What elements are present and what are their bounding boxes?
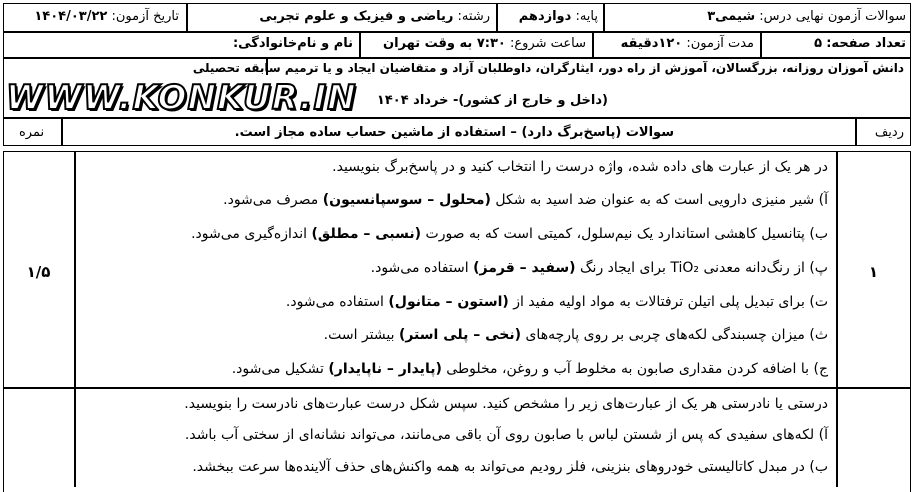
row-label: ردیف bbox=[874, 125, 904, 140]
exam-scope: (داخل و خارج از کشور)- خرداد ۱۴۰۴ bbox=[376, 93, 608, 108]
course-title: سوالات آزمون نهایی درس: شیمی۳ bbox=[707, 9, 906, 24]
question-2-item-a: آ) لکه‌های سفیدی که پس از شستن لباس با صابون روی آن باقی می‌مانند، می‌تواند نشانه‌ای از سختی آب باشد. bbox=[184, 427, 828, 443]
question-1-prompt: در هر یک از عبارت های داده شده، واژه درست را انتخاب کنید و در پاسخ‌برگ بنویسید. bbox=[332, 159, 828, 175]
exam-duration: مدت آزمون: ۱۲۰دقیقه bbox=[620, 36, 754, 51]
audience-note: دانش آموزان روزانه، بزرگسالان، آموزش از راه دور، ایثارگران، داوطلبان آزاد و متقاضیان ایجاد و یا ترمیم سابقه تحصیلی bbox=[192, 61, 904, 75]
question-1-item-t: ت) برای تبدیل پلی اتیلن ترفتالات به مواد اولیه مفید از (استون – متانول) استفاده می‌شود. bbox=[285, 294, 828, 310]
question-2-prompt: درستی یا نادرستی هر یک از عبارت‌های زیر را مشخص کنید. سپس شکل درست عبارت‌های نادرست را بنویسید. bbox=[184, 396, 828, 412]
question-2-item-b: ب) در مبدل کاتالیستی خودروهای بنزینی، فلز رودیم می‌تواند به همه واکنش‌های حذف آلاینده‌ها سرعت ببخشد. bbox=[192, 459, 828, 475]
question-1-item-j: ج) با اضافه کردن مقداری صابون به مخلوط آب و روغن، مخلوطی (پایدار – ناپایدار) تشکیل می‌شود. bbox=[231, 361, 828, 377]
score-label: نمره bbox=[19, 125, 45, 140]
question-score-1: ۱/۵ bbox=[26, 263, 51, 281]
exam-date: تاریخ آزمون: ۱۴۰۴/۰۳/۲۲ bbox=[34, 9, 179, 24]
question-1-item-a: آ) شیر منیزی دارویی است که به عنوان ضد اسید به شکل (محلول – سوسپانسیون) مصرف می‌شود. bbox=[223, 192, 828, 208]
question-1-item-s: ث) میزان چسبندگی لکه‌های چربی بر روی پارچه‌های (نخی – پلی استر) بیشتر است. bbox=[323, 327, 828, 343]
instructions: سوالات (پاسخ‌برگ دارد) – استفاده از ماشین حساب ساده مجاز است. bbox=[234, 125, 674, 140]
start-time: ساعت شروع: ۷:۳۰ به وقت تهران bbox=[383, 36, 586, 51]
grade: پایه: دوازدهم bbox=[518, 9, 598, 24]
watermark-logo: WWW.KONKUR.IN bbox=[6, 78, 357, 118]
field: رشته: ریاضی و فیزیک و علوم تجربی bbox=[259, 9, 490, 24]
question-number-1: ۱ bbox=[868, 263, 879, 281]
page-count: تعداد صفحه: ۵ bbox=[814, 36, 906, 51]
question-1-item-p: پ) از رنگ‌دانه معدنی TiO₂ برای ایجاد رنگ (سفید – قرمز) استفاده می‌شود. bbox=[370, 260, 828, 276]
question-1-item-b: ب) پتانسیل کاهشی استاندارد یک نیم‌سلول، کمیتی است که به صورت (نسبی – مطلق) اندازه‌گیری می‌شود. bbox=[191, 226, 828, 242]
student-name-field[interactable]: نام و نام‌خانوادگی: bbox=[232, 36, 353, 51]
